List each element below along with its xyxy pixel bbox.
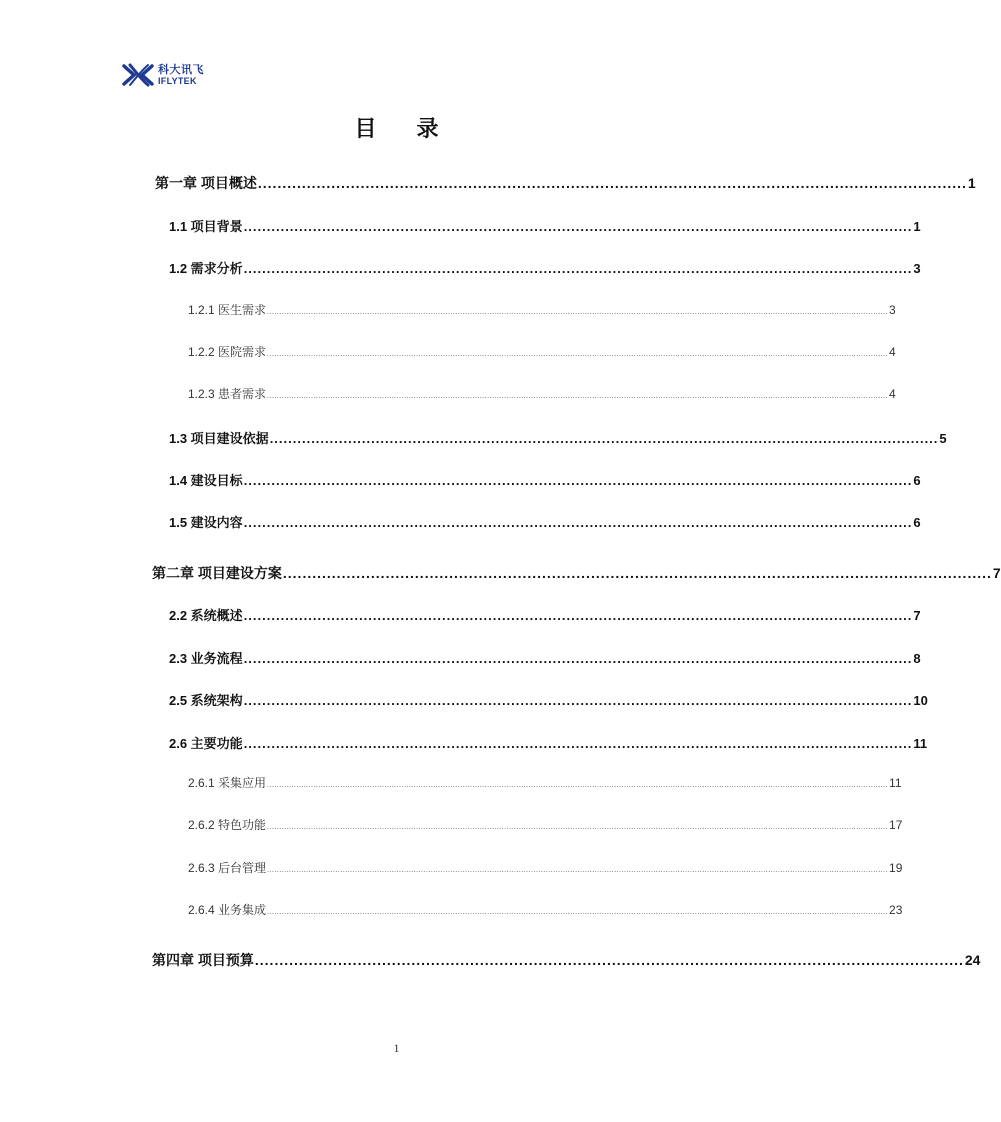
toc-entry-page: 3 xyxy=(913,261,921,276)
toc-entry-page: 1 xyxy=(967,175,976,191)
toc-entry-label: 1.2.1 医生需求 xyxy=(188,303,267,317)
toc-entry-label: 1.2.2 医院需求 xyxy=(188,345,267,359)
toc-entry-page: 7 xyxy=(913,608,921,623)
toc-entry-label: 1.5 建设内容 xyxy=(169,515,243,530)
toc-entry-2-6[interactable] xyxy=(169,733,928,752)
toc-entry-1-2-2[interactable] xyxy=(188,343,896,360)
toc-entry-page: 1 xyxy=(913,219,921,234)
toc-entry-label: 2.6.3 后台管理 xyxy=(188,861,267,875)
logo-text-cn: 科大讯飞 xyxy=(158,63,204,76)
toc-entry-label: 2.6 主要功能 xyxy=(169,736,243,751)
toc-entry-label: 第一章 项目概述 xyxy=(155,175,257,191)
toc-entry-label: 1.3 项目建设依据 xyxy=(169,431,269,446)
toc-entry-page: 5 xyxy=(939,431,947,446)
toc-leader-dots: .............................................................................................................................................................................................................................................................. xyxy=(267,351,889,358)
toc-entry-page: 23 xyxy=(889,903,903,917)
toc-entry-page: 19 xyxy=(889,861,903,875)
toc-leader-dots: ................................................................................................................................................. xyxy=(243,651,913,666)
toc-entry-page: 17 xyxy=(889,818,903,832)
toc-entry-page: 11 xyxy=(913,736,928,751)
toc-entry-label: 1.2 需求分析 xyxy=(169,261,243,276)
toc-leader-dots: ................................................................................................................................................. xyxy=(282,565,992,581)
toc-entry-1-3[interactable] xyxy=(169,428,947,447)
toc-leader-dots: ................................................................................................................................................. xyxy=(243,219,913,234)
toc-entry-label: 2.6.4 业务集成 xyxy=(188,903,267,917)
toc-entry-2-6-1[interactable] xyxy=(188,774,902,791)
toc-entry-chapter-2[interactable] xyxy=(152,563,1001,583)
toc-entry-label: 2.6.1 采集应用 xyxy=(188,776,267,790)
toc-entry-page: 11 xyxy=(889,776,902,790)
toc-entry-label: 1.2.3 患者需求 xyxy=(188,387,267,401)
toc-leader-dots: ................................................................................................................................................. xyxy=(243,736,913,751)
toc-leader-dots: ................................................................................................................................................. xyxy=(269,431,939,446)
toc-entry-2-2[interactable] xyxy=(169,605,921,624)
toc-leader-dots: ................................................................................................................................................. xyxy=(254,952,964,968)
toc-entry-page: 4 xyxy=(889,345,896,359)
toc-leader-dots: .............................................................................................................................................................................................................................................................. xyxy=(267,867,889,874)
toc-entry-label: 2.3 业务流程 xyxy=(169,651,243,666)
toc-leader-dots: ................................................................................................................................................. xyxy=(243,473,913,488)
toc-leader-dots: ................................................................................................................................................. xyxy=(243,608,913,623)
toc-entry-page: 8 xyxy=(913,651,921,666)
toc-leader-dots: .............................................................................................................................................................................................................................................................. xyxy=(267,309,889,316)
toc-entry-label: 2.2 系统概述 xyxy=(169,608,243,623)
toc-leader-dots: .............................................................................................................................................................................................................................................................. xyxy=(267,393,889,400)
toc-entry-1-4[interactable] xyxy=(169,470,921,489)
toc-entry-label: 2.6.2 特色功能 xyxy=(188,818,267,832)
toc-leader-dots: .............................................................................................................................................................................................................................................................. xyxy=(267,782,889,789)
toc-entry-2-6-4[interactable] xyxy=(188,901,903,918)
toc-entry-2-3[interactable] xyxy=(169,648,921,667)
company-logo xyxy=(122,61,204,89)
toc-entry-1-1[interactable] xyxy=(169,216,921,235)
toc-leader-dots: ................................................................................................................................................. xyxy=(243,515,913,530)
toc-entry-2-5[interactable] xyxy=(169,690,928,709)
toc-entry-1-2-3[interactable] xyxy=(188,385,896,402)
toc-entry-chapter-4[interactable] xyxy=(152,950,981,970)
toc-entry-label: 第二章 项目建设方案 xyxy=(152,565,282,581)
toc-entry-page: 7 xyxy=(992,565,1001,581)
toc-entry-2-6-2[interactable] xyxy=(188,816,903,833)
toc-entry-page: 3 xyxy=(889,303,896,317)
toc-entry-page: 10 xyxy=(913,693,928,708)
toc-entry-label: 第四章 项目预算 xyxy=(152,952,254,968)
toc-entry-1-2-1[interactable] xyxy=(188,301,896,318)
toc-entry-page: 6 xyxy=(913,515,921,530)
toc-leader-dots: .............................................................................................................................................................................................................................................................. xyxy=(267,909,889,916)
toc-entry-label: 1.1 项目背景 xyxy=(169,219,243,234)
toc-leader-dots: ................................................................................................................................................. xyxy=(257,175,967,191)
toc-entry-1-2[interactable] xyxy=(169,258,921,277)
toc-leader-dots: .............................................................................................................................................................................................................................................................. xyxy=(267,824,889,831)
footer-page-number: 1 xyxy=(393,1041,400,1055)
toc-leader-dots: ................................................................................................................................................. xyxy=(243,693,913,708)
toc-entry-2-6-3[interactable] xyxy=(188,859,903,876)
toc-entry-page: 4 xyxy=(889,387,896,401)
toc-title: 目录 xyxy=(354,117,479,142)
logo-text-en: IFLYTEK xyxy=(158,75,197,86)
toc-entry-page: 24 xyxy=(964,952,981,968)
toc-leader-dots: ................................................................................................................................................. xyxy=(243,261,913,276)
toc-entry-label: 1.4 建设目标 xyxy=(169,473,243,488)
toc-entry-page: 6 xyxy=(913,473,921,488)
iflytek-logo-icon xyxy=(122,62,154,88)
toc-entry-label: 2.5 系统架构 xyxy=(169,693,243,708)
toc-entry-chapter-1[interactable] xyxy=(155,173,976,193)
toc-entry-1-5[interactable] xyxy=(169,512,921,531)
